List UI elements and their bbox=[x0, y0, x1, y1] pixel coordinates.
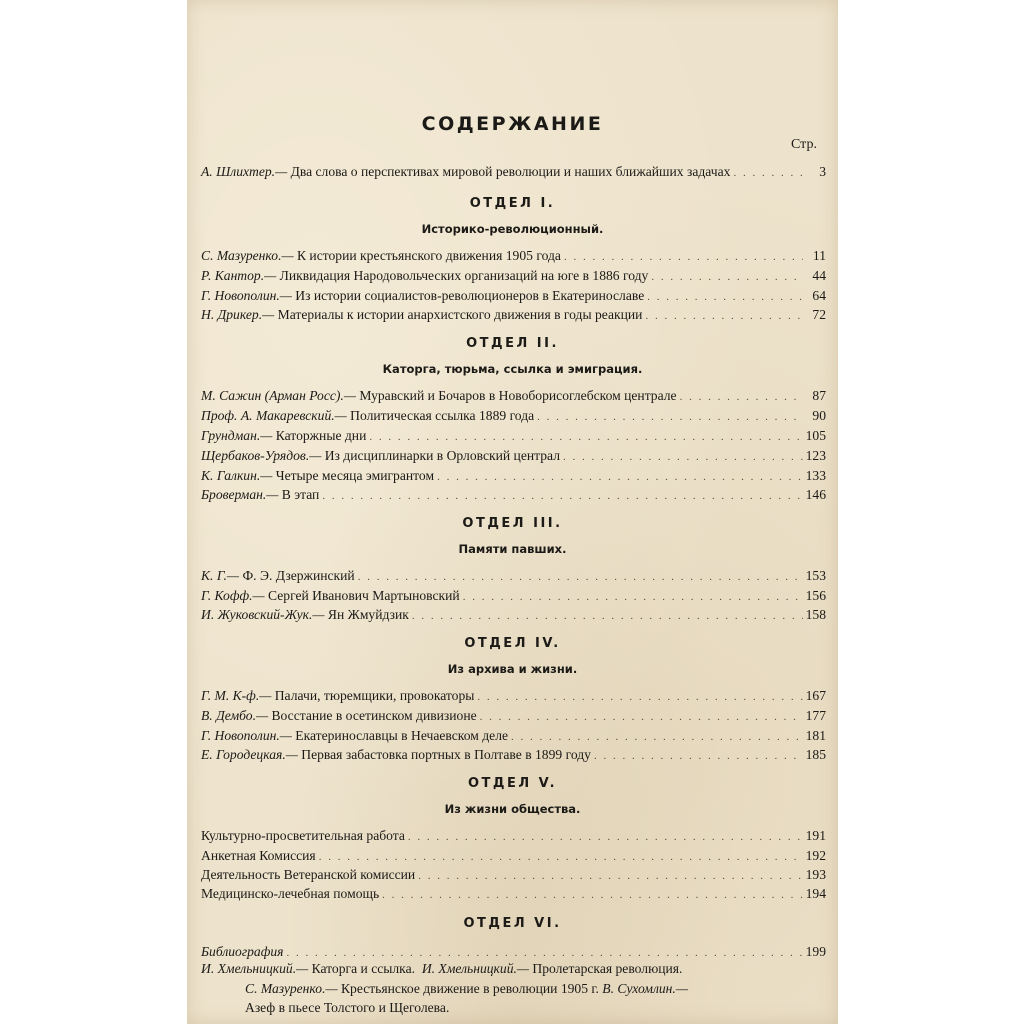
entry-page: 193 bbox=[805, 867, 826, 882]
entry-author: Проф. А. Макаревский.— bbox=[201, 408, 347, 423]
toc-entry bbox=[201, 246, 826, 265]
entry-page: 167 bbox=[805, 688, 826, 703]
entry-title: Медицинско-лечебная помощь bbox=[201, 886, 380, 901]
toc-entry bbox=[201, 826, 826, 845]
entry-page: 199 bbox=[805, 944, 826, 959]
entry-title: Материалы к истории анархистского движения в годы реакции bbox=[277, 307, 643, 322]
entry-page: 191 bbox=[805, 828, 826, 843]
section-heading: ОТДЕЛ IV. bbox=[464, 636, 561, 651]
entry-page: 44 bbox=[812, 268, 826, 283]
entry-page: 158 bbox=[805, 607, 826, 622]
toc-entry bbox=[201, 586, 826, 605]
toc-entry bbox=[201, 884, 826, 903]
entry-title: Культурно-просветительная работа bbox=[201, 828, 405, 843]
entry-title: Ф. Э. Дзержинский bbox=[242, 568, 355, 583]
toc-entry bbox=[201, 386, 826, 405]
section-subheading: Из архива и жизни. bbox=[447, 662, 578, 676]
entry-author: Г. Кофф.— bbox=[201, 588, 265, 603]
entry-author: К. Г.— bbox=[201, 568, 240, 583]
section-subheading: Историко-революционный. bbox=[421, 222, 604, 236]
entry-page: 123 bbox=[805, 448, 826, 463]
entry-author: В. Дембо.— bbox=[201, 708, 269, 723]
entry-title: Деятельность Ветеранской комиссии bbox=[201, 867, 416, 882]
toc-entry bbox=[201, 162, 826, 181]
toc-entry bbox=[201, 305, 826, 324]
toc-entry bbox=[201, 865, 826, 884]
section-heading: ОТДЕЛ II. bbox=[466, 336, 559, 351]
entry-author: Г. М. К-ф.— bbox=[201, 688, 272, 703]
toc-entry bbox=[201, 266, 826, 285]
section-heading: ОТДЕЛ I. bbox=[469, 196, 556, 211]
bibliography-line: С. Мазуренко.— Крестьянское движение в революции 1905 г. В. Сухомлин.— bbox=[245, 981, 688, 996]
toc-entry bbox=[201, 726, 826, 745]
entry-author: Броверман.— bbox=[201, 487, 279, 502]
entry-title: Сергей Иванович Мартыновский bbox=[268, 588, 460, 603]
toc-entry bbox=[201, 745, 826, 764]
entry-author: Е. Городецкая.— bbox=[201, 747, 298, 762]
page-title: СОДЕРЖАНИЕ bbox=[421, 113, 604, 135]
entry-title: Из дисциплинарки в Орловский централ bbox=[324, 448, 560, 463]
entry-title: Палачи, тюремщики, провокаторы bbox=[274, 688, 475, 703]
entry-title: Два слова о перспективах мировой революции и наших ближайших задачах bbox=[290, 164, 731, 179]
entry-title: Ян Жмуйдзик bbox=[327, 607, 409, 622]
toc-entry bbox=[201, 566, 826, 585]
entry-page: 181 bbox=[805, 728, 826, 743]
section-subheading: Каторга, тюрьма, ссылка и эмиграция. bbox=[382, 362, 643, 376]
toc-entry bbox=[201, 406, 826, 425]
entry-title: Первая забастовка портных в Полтаве в 1899 году bbox=[301, 747, 591, 762]
toc-entry bbox=[201, 605, 826, 624]
toc-entry bbox=[201, 466, 826, 485]
entry-author: И. Жуковский-Жук.— bbox=[201, 607, 325, 622]
section-subheading: Из жизни общества. bbox=[444, 802, 581, 816]
entry-title: Восстание в осетинском дивизионе bbox=[271, 708, 477, 723]
entry-page: 153 bbox=[805, 568, 826, 583]
toc-entry bbox=[201, 426, 826, 445]
toc-entry bbox=[201, 286, 826, 305]
entry-author: Р. Кантор.— bbox=[201, 268, 277, 283]
toc-entry bbox=[201, 942, 826, 961]
bibliography-line: И. Хмельницкий.— Каторга и ссылка. И. Хмельницкий.— Пролетарская революция. bbox=[201, 961, 683, 976]
entry-author: Библиография bbox=[201, 944, 284, 959]
entry-author: М. Сажин (Арман Росс).— bbox=[201, 388, 356, 403]
toc-entry bbox=[201, 846, 826, 865]
entry-page: 185 bbox=[805, 747, 826, 762]
entry-title: Анкетная Комиссия bbox=[201, 848, 316, 863]
entry-page: 156 bbox=[805, 588, 826, 603]
entry-title: Муравский и Бочаров в Новоборисоглебском централе bbox=[359, 388, 677, 403]
entry-author: Грундман.— bbox=[201, 428, 273, 443]
entry-author: Н. Дрикер.— bbox=[201, 307, 275, 322]
entry-title: Каторжные дни bbox=[275, 428, 367, 443]
entry-page: 194 bbox=[805, 886, 826, 901]
page-column-label: Стр. bbox=[791, 137, 817, 152]
section-heading: ОТДЕЛ III. bbox=[462, 516, 563, 531]
toc-entry bbox=[201, 686, 826, 705]
toc-entry bbox=[201, 706, 826, 725]
entry-title: Из истории социалистов-революционеров в Екатеринославе bbox=[295, 288, 645, 303]
entry-title: Политическая ссылка 1889 года bbox=[350, 408, 535, 423]
entry-title: К истории крестьянского движения 1905 года bbox=[296, 248, 561, 263]
entry-author: Г. Новополин.— bbox=[201, 288, 292, 303]
entry-page: 146 bbox=[805, 487, 826, 502]
entry-title: В этап bbox=[281, 487, 320, 502]
entry-page: 105 bbox=[805, 428, 826, 443]
entry-page: 192 bbox=[805, 848, 826, 863]
toc-entry bbox=[201, 446, 826, 465]
entry-page: 133 bbox=[805, 468, 826, 483]
entry-author: Щербаков-Урядов.— bbox=[201, 448, 322, 463]
toc-page bbox=[187, 0, 838, 1024]
section-subheading: Памяти павших. bbox=[458, 542, 567, 556]
entry-page: 64 bbox=[812, 288, 826, 303]
toc-entry bbox=[201, 485, 826, 504]
section-heading: ОТДЕЛ VI. bbox=[463, 916, 562, 931]
entry-page: 72 bbox=[812, 307, 826, 322]
entry-title: Четыре месяца эмигрантом bbox=[275, 468, 435, 483]
entry-author: А. Шлихтер.— bbox=[201, 164, 288, 179]
bibliography-line: Азеф в пьесе Толстого и Щеголева. bbox=[245, 1000, 450, 1015]
entry-page: 90 bbox=[812, 408, 826, 423]
entry-page: 11 bbox=[812, 248, 826, 263]
entry-page: 3 bbox=[819, 164, 826, 179]
entry-author: С. Мазуренко.— bbox=[201, 248, 294, 263]
entry-page: 177 bbox=[805, 708, 826, 723]
entry-author: К. Галкин.— bbox=[201, 468, 273, 483]
entry-title: Екатеринославцы в Нечаевском деле bbox=[295, 728, 509, 743]
section-heading: ОТДЕЛ V. bbox=[467, 776, 558, 791]
entry-author: Г. Новополин.— bbox=[201, 728, 292, 743]
entry-title: Ликвидация Народовольческих организаций на юге в 1886 году bbox=[279, 268, 649, 283]
entry-page: 87 bbox=[812, 388, 826, 403]
